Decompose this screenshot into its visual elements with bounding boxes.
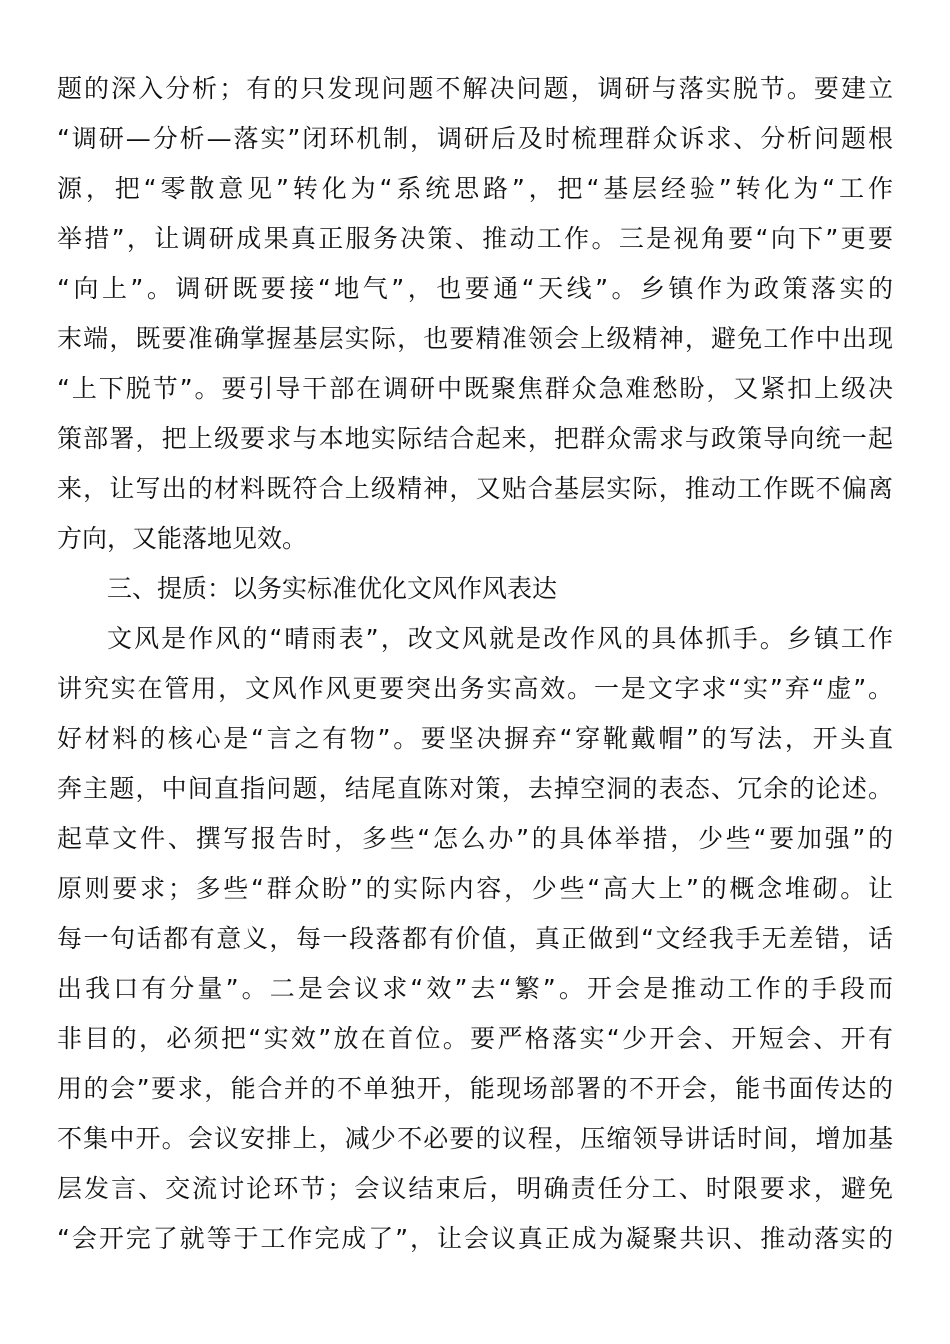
section-heading: 三、提质：以务实标准优化文风作风表达: [107, 574, 558, 603]
paragraph-end-line: 方向，又能落地见效。: [57, 524, 308, 553]
paragraph-first-line: 文风是作风的“晴雨表”，改文风就是改作风的具体抓手。乡镇工作: [107, 624, 893, 653]
text-line: “调研—分析—落实”闭环机制，调研后及时梳理群众诉求、分析问题根: [57, 124, 893, 153]
text-line: 讲究实在管用，文风作风更要突出务实高效。一是文字求“实”弃“虚”。: [57, 674, 893, 703]
text-line: 起草文件、撰写报告时，多些“怎么办”的具体举措，少些“要加强”的: [57, 824, 893, 853]
text-line: “会开完了就等于工作完成了”，让会议真正成为凝聚共识、推动落实的: [57, 1224, 893, 1253]
text-line: 奔主题，中间直指问题，结尾直陈对策，去掉空洞的表态、冗余的论述。: [57, 774, 893, 803]
text-line: 末端，既要准确掌握基层实际，也要精准领会上级精神，避免工作中出现: [57, 324, 893, 353]
text-line: “上下脱节”。要引导干部在调研中既聚焦群众急难愁盼，又紧扣上级决: [57, 374, 893, 403]
text-line: 不集中开。会议安排上，减少不必要的议程，压缩领导讲话时间，增加基: [57, 1124, 893, 1153]
text-line: 来，让写出的材料既符合上级精神，又贴合基层实际，推动工作既不偏离: [57, 474, 893, 503]
text-line: “向上”。调研既要接“地气”，也要通“天线”。乡镇作为政策落实的: [57, 274, 893, 303]
text-line: 源，把“零散意见”转化为“系统思路”，把“基层经验”转化为“工作: [57, 174, 893, 203]
text-line: 每一句话都有意义，每一段落都有价值，真正做到“文经我手无差错，话: [57, 924, 893, 953]
text-line: 原则要求；多些“群众盼”的实际内容，少些“高大上”的概念堆砌。让: [57, 874, 893, 903]
text-line: 用的会”要求，能合并的不单独开，能现场部署的不开会，能书面传达的: [57, 1074, 893, 1103]
text-line: 出我口有分量”。二是会议求“效”去“繁”。开会是推动工作的手段而: [57, 974, 893, 1003]
text-line: 举措”，让调研成果真正服务决策、推动工作。三是视角要“向下”更要: [57, 224, 893, 253]
text-line: 好材料的核心是“言之有物”。要坚决摒弃“穿靴戴帽”的写法，开头直: [57, 724, 893, 753]
text-line: 层发言、交流讨论环节；会议结束后，明确责任分工、时限要求，避免: [57, 1174, 893, 1203]
text-line: 题的深入分析；有的只发现问题不解决问题，调研与落实脱节。要建立: [57, 74, 893, 103]
text-line: 非目的，必须把“实效”放在首位。要严格落实“少开会、开短会、开有: [57, 1024, 893, 1053]
text-line: 策部署，把上级要求与本地实际结合起来，把群众需求与政策导向统一起: [57, 424, 893, 453]
